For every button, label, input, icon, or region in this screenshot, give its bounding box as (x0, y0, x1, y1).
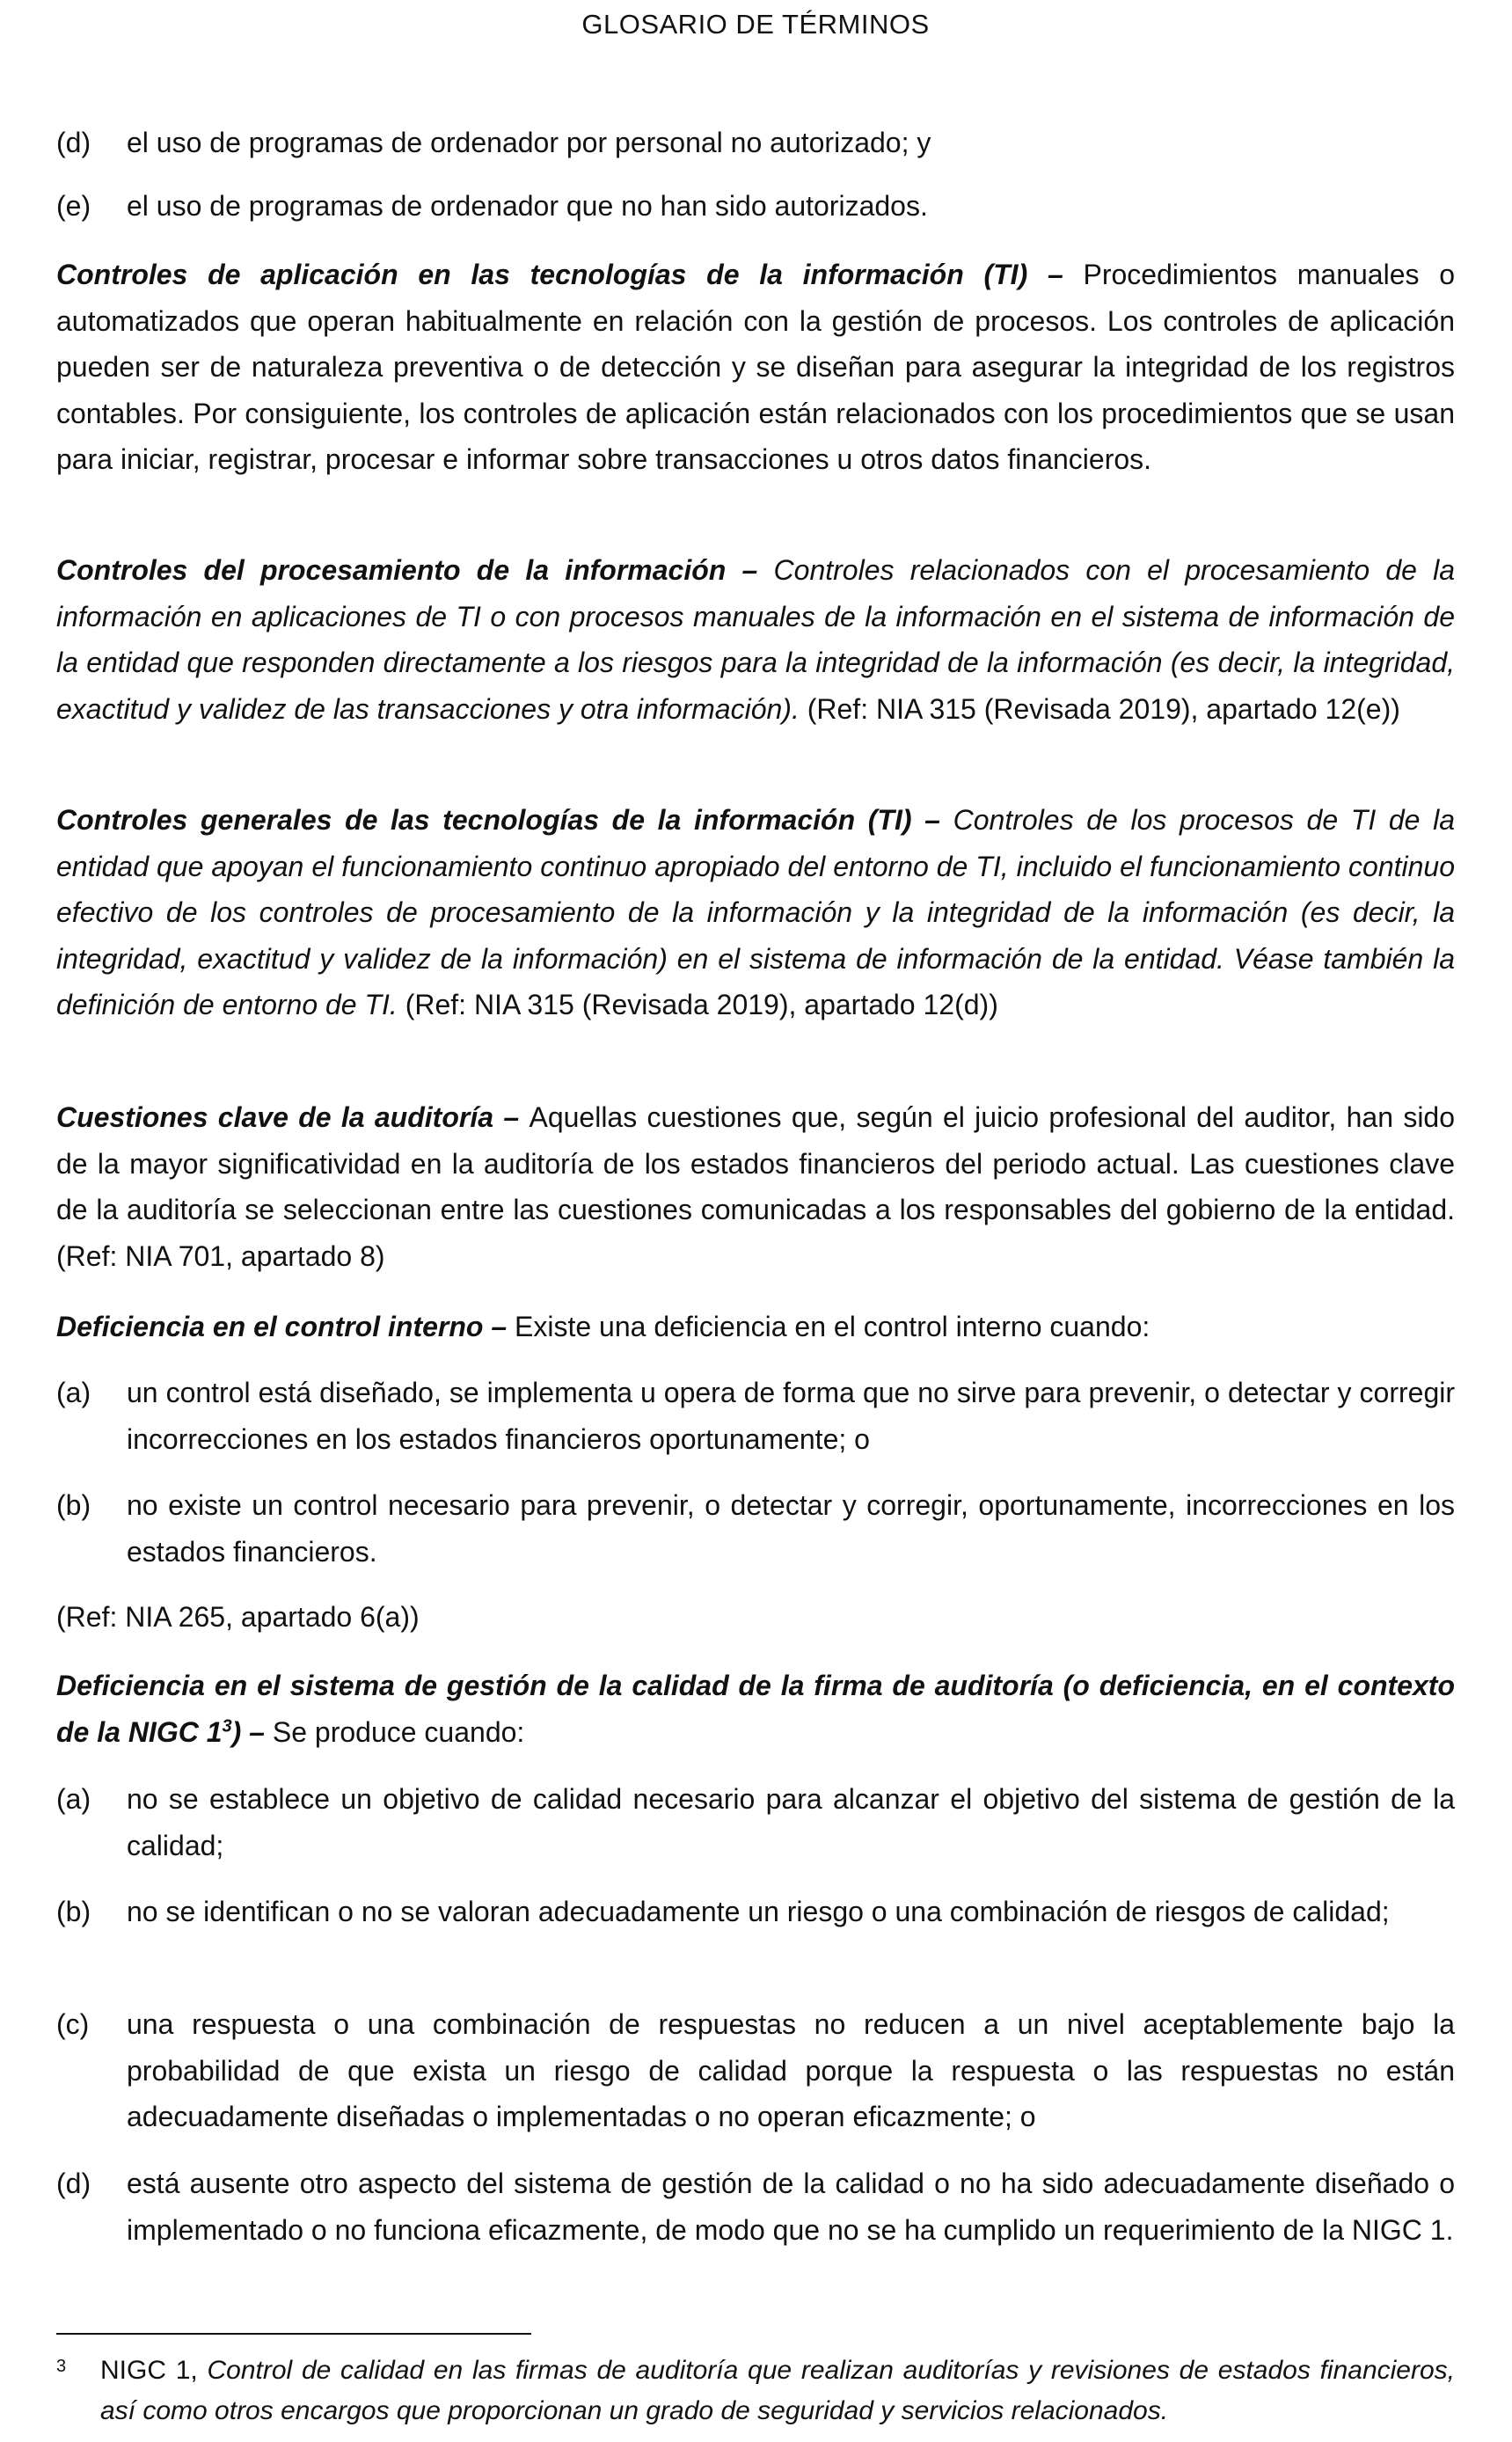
list-item: (a) un control está diseñado, se implementa u opera de forma que no sirve para prevenir, o detectar y corregir incorrecciones en los estados financieros oportunamente; o (56, 1377, 1455, 1455)
list-item: (b) no se identifican o no se valoran adecuadamente un riesgo o una combinación de riesgos de calidad; (56, 1896, 1390, 1927)
footnote: 3 NIGC 1, Control de calidad en las firmas de auditoría que realizan auditorías y revisiones de estados financieros, así como otros encargos que proporcionan un grado de seguridad y servicios relacionados. (56, 2351, 1455, 2431)
glossary-entry-controles-aplicacion: Controles de aplicación en las tecnologías de la información (TI) – Procedimientos manuales o automatizados que operan habitualmente en relación con la gestión de procesos. Los controles de aplicación pueden ser de naturaleza preventiva o de detección y se diseñan para asegurar la integridad de los registros contables. Por consiguiente, los controles de aplicación están relacionados con los procedimientos que se usan para iniciar, registrar, procesar e informar sobre transacciones u otros datos financieros. (56, 259, 1456, 475)
list-item: (d) está ausente otro aspecto del sistema de gestión de la calidad o no ha sido adecuadamente diseñado o implementado o no funciona eficazmente, de modo que no se ha cumplido un requerimiento de la NIGC 1. (56, 2168, 1455, 2246)
glossary-entry-deficiencia-sistema: Deficiencia en el sistema de gestión de la calidad de la firma de auditoría (o deficiencia, en el contexto de la NIGC $1^3$) – Se produce cuando: (56, 1670, 1455, 1748)
definition: Controles relacionados con el procesamiento de la información en aplicaciones de TI o con procesos manuales de la información en el sistema de información de la entidad que responden directamente a los riesgos para la integridad de la información (es decir, la integridad, exactitud y validez de las transacciones y otra información). (56, 554, 1456, 725)
definition: Aquellas cuestiones que, según el juicio profesional del auditor, han sido de la mayor significatividad en la auditoría de los estados financieros del periodo actual. Las cuestiones clave de la auditoría se seleccionan entre las cuestiones comunicadas a los responsables del gobierno de la entidad. (Ref: NIA 701, apartado 8) (56, 1101, 1456, 1272)
document-page (56, 0, 1456, 2425)
definition: Procedimientos manuales o automatizados que operan habitualmente en relación con la gestión de procesos. Los controles de aplicación pueden ser de naturaleza preventiva o de detección y se diseñan para asegurar la integridad de los registros contables. Por consiguiente, los controles de aplicación están relacionados con los procedimientos que se usan para iniciar, registrar, procesar e informar sobre transacciones u otros datos financieros. (56, 259, 1456, 475)
term: Deficiencia en el control interno (56, 1311, 484, 1342)
glossary-entry-deficiencia-control: Deficiencia en el control interno – Existe una deficiencia en el control interno cuando: (56, 1311, 1150, 1342)
list-item: (a) no se establece un objetivo de calidad necesario para alcanzar el objetivo del sistema de gestión de la calidad; (56, 1783, 1455, 1861)
intro-list-2 (56, 183, 1455, 230)
reference: (Ref: NIA 265, apartado 6(a)) (56, 1601, 420, 1633)
term: Cuestiones clave de la auditoría (56, 1101, 494, 1133)
glossary-entry-controles-generales: Controles generales de las tecnologías de la información (TI) – Controles de los procesos de TI de la entidad que apoyan el funcionamiento continuo apropiado del entorno de TI, incluido el funcionamiento continuo efectivo de los controles de procesamiento de la información y la integridad de la información (es decir, la integridad, exactitud y validez de la información) en el sistema de información de la entidad. Véase también la definición de entorno de TI. (Ref: NIA 315 (Revisada 2019), apartado 12(d)) (56, 804, 1456, 1020)
footnote-number: 3 (56, 2357, 67, 2376)
term: Deficiencia en el sistema de gestión de la calidad de la firma de auditoría (o deficiencia, en el contexto de la NIGC 1 (56, 1670, 1455, 1748)
page-header: GLOSARIO DE TÉRMINOS (581, 9, 930, 40)
definition: Controles de los procesos de TI de la entidad que apoyan el funcionamiento continuo apropiado del entorno de TI, incluido el funcionamiento continuo efectivo de los controles de procesamiento de la información y la integridad de la información (es decir, la integridad, exactitud y validez de la información) en el sistema de información de la entidad. Véase también la definición de entorno de TI. (56, 804, 1456, 1020)
glossary-entry-cuestiones-clave: Cuestiones clave de la auditoría – Aquellas cuestiones que, según el juicio profesional del auditor, han sido de la mayor significatividad en la auditoría de los estados financieros del periodo actual. Las cuestiones clave de la auditoría se seleccionan entre las cuestiones comunicadas a los responsables del gobierno de la entidad. (Ref: NIA 701, apartado 8) (56, 1101, 1456, 1272)
footnote-ref: 3 (222, 1715, 232, 1736)
footnote-divider (56, 2333, 531, 2335)
definition: Existe una deficiencia en el control interno cuando: (515, 1311, 1150, 1342)
definition: Se produce cuando: (272, 1715, 525, 1748)
term: Controles de aplicación en las tecnologías de la información (TI) (56, 259, 1028, 290)
reference: (Ref: NIA 315 (Revisada 2019), apartado 12(e)) (807, 692, 1400, 725)
intro-list (56, 120, 1455, 166)
glossary-entry-controles-procesamiento: Controles del procesamiento de la información – Controles relacionados con el procesamiento de la información en aplicaciones de TI o con procesos manuales de la información en el sistema de información de la entidad que responden directamente a los riesgos para la integridad de la información (es decir, la integridad, exactitud y validez de las transacciones y otra información). (Ref: NIA 315 (Revisada 2019), apartado 12(e)) (56, 554, 1456, 725)
list-item: (b) no existe un control necesario para prevenir, o detectar y corregir, oportunamente, incorrecciones en los estados financieros. (56, 1489, 1455, 1568)
list-item: (d) el uso de programas de ordenador por personal no autorizado; y (56, 127, 931, 158)
list-item: (e) el uso de programas de ordenador que no han sido autorizados. (56, 190, 928, 222)
list-item: (c) una respuesta o una combinación de respuestas no reducen a un nivel aceptablemente bajo la probabilidad de que exista un riesgo de calidad porque la respuesta o las respuestas no están adecuadamente diseñadas o implementadas o no operan eficazmente; o (56, 2008, 1455, 2132)
reference: (Ref: NIA 315 (Revisada 2019), apartado 12(d)) (405, 989, 998, 1020)
term: Controles generales de las tecnologías de la información (TI) (56, 804, 912, 836)
term: Controles del procesamiento de la información (56, 554, 727, 586)
